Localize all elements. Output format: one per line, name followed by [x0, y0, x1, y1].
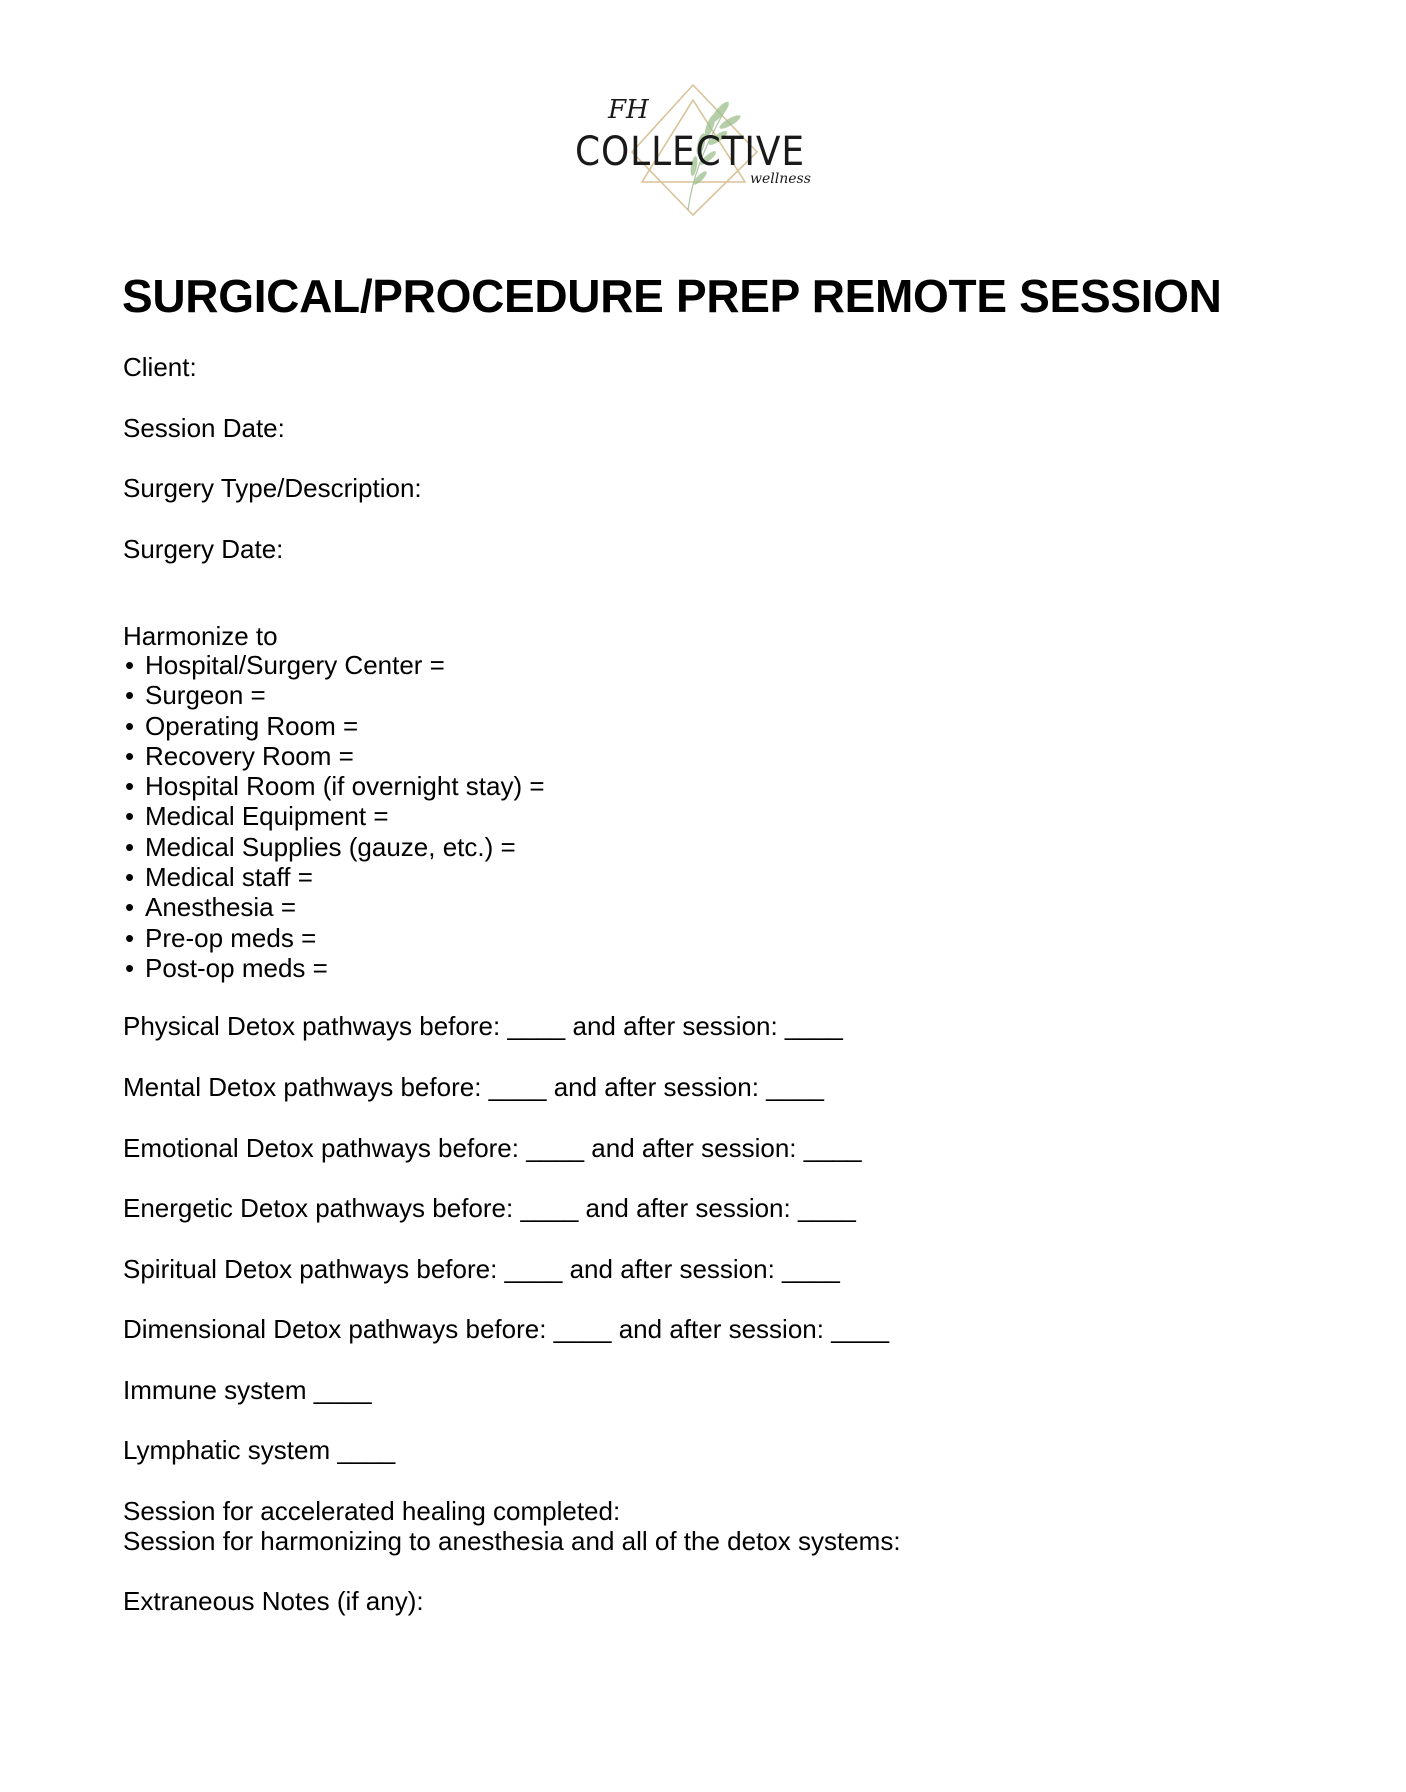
bullet-icon: • [125, 831, 135, 862]
harmonize-item-label: Anesthesia = [145, 892, 297, 923]
harmonize-item-label: Medical staff = [145, 862, 313, 893]
bullet-icon: • [125, 680, 135, 711]
physical-detox-line: Physical Detox pathways before: ____ and after session: ____ [123, 1011, 843, 1041]
bullet-icon: • [125, 922, 135, 953]
energetic-detox-line: Energetic Detox pathways before: ____ and after session: ____ [123, 1193, 856, 1223]
bullet-icon: • [125, 710, 135, 741]
harmonizing-session-line: Session for harmonizing to anesthesia and all of the detox systems: [123, 1526, 901, 1556]
session-date-field-label: Session Date: [123, 413, 285, 443]
page-title: SURGICAL/PROCEDURE PREP REMOTE SESSION [122, 270, 1222, 322]
bullet-icon: • [125, 801, 135, 832]
harmonize-item [123, 892, 545, 922]
harmonize-item [123, 711, 545, 741]
harmonize-heading: Harmonize to [123, 621, 278, 651]
logo-monogram: FH [608, 95, 649, 125]
harmonize-item-label: Medical Equipment = [145, 801, 389, 832]
harmonize-item [123, 771, 545, 801]
accelerated-healing-session-line: Session for accelerated healing completed: [123, 1496, 621, 1526]
client-field-label: Client: [123, 352, 197, 382]
fh-collective-wellness-logo [560, 60, 840, 230]
harmonize-item-label: Recovery Room = [145, 740, 354, 771]
harmonize-item [123, 650, 545, 680]
harmonize-list [123, 650, 545, 983]
harmonize-item-label: Post-op meds = [145, 952, 328, 983]
bullet-icon: • [125, 862, 135, 893]
surgery-date-field-label: Surgery Date: [123, 534, 284, 564]
bullet-icon: • [125, 952, 135, 983]
harmonize-item [123, 741, 545, 771]
harmonize-item-label: Hospital Room (if overnight stay) = [145, 771, 545, 802]
harmonize-item [123, 923, 545, 953]
bullet-icon: • [125, 740, 135, 771]
logo-brand-name: COLLECTIVE [575, 129, 805, 175]
harmonize-item-label: Pre-op meds = [145, 922, 317, 953]
harmonize-item [123, 832, 545, 862]
harmonize-item-label: Operating Room = [145, 710, 359, 741]
harmonize-item [123, 862, 545, 892]
logo-tagline: wellness [750, 171, 811, 187]
harmonize-item-label: Medical Supplies (gauze, etc.) = [145, 831, 516, 862]
immune-system-line: Immune system ____ [123, 1375, 372, 1405]
harmonize-item-label: Hospital/Surgery Center = [145, 650, 445, 680]
extraneous-notes-label: Extraneous Notes (if any): [123, 1586, 424, 1616]
lymphatic-system-line: Lymphatic system ____ [123, 1435, 396, 1465]
bullet-icon: • [125, 650, 135, 680]
bullet-icon: • [125, 892, 135, 923]
emotional-detox-line: Emotional Detox pathways before: ____ and after session: ____ [123, 1133, 862, 1163]
harmonize-item [123, 801, 545, 831]
harmonize-item [123, 953, 545, 983]
dimensional-detox-line: Dimensional Detox pathways before: ____ and after session: ____ [123, 1314, 890, 1344]
bullet-icon: • [125, 771, 135, 802]
spiritual-detox-line: Spiritual Detox pathways before: ____ and after session: ____ [123, 1254, 840, 1284]
harmonize-item-label: Surgeon = [145, 680, 266, 711]
harmonize-item [123, 680, 545, 710]
surgery-type-field-label: Surgery Type/Description: [123, 473, 422, 503]
mental-detox-line: Mental Detox pathways before: ____ and after session: ____ [123, 1072, 824, 1102]
